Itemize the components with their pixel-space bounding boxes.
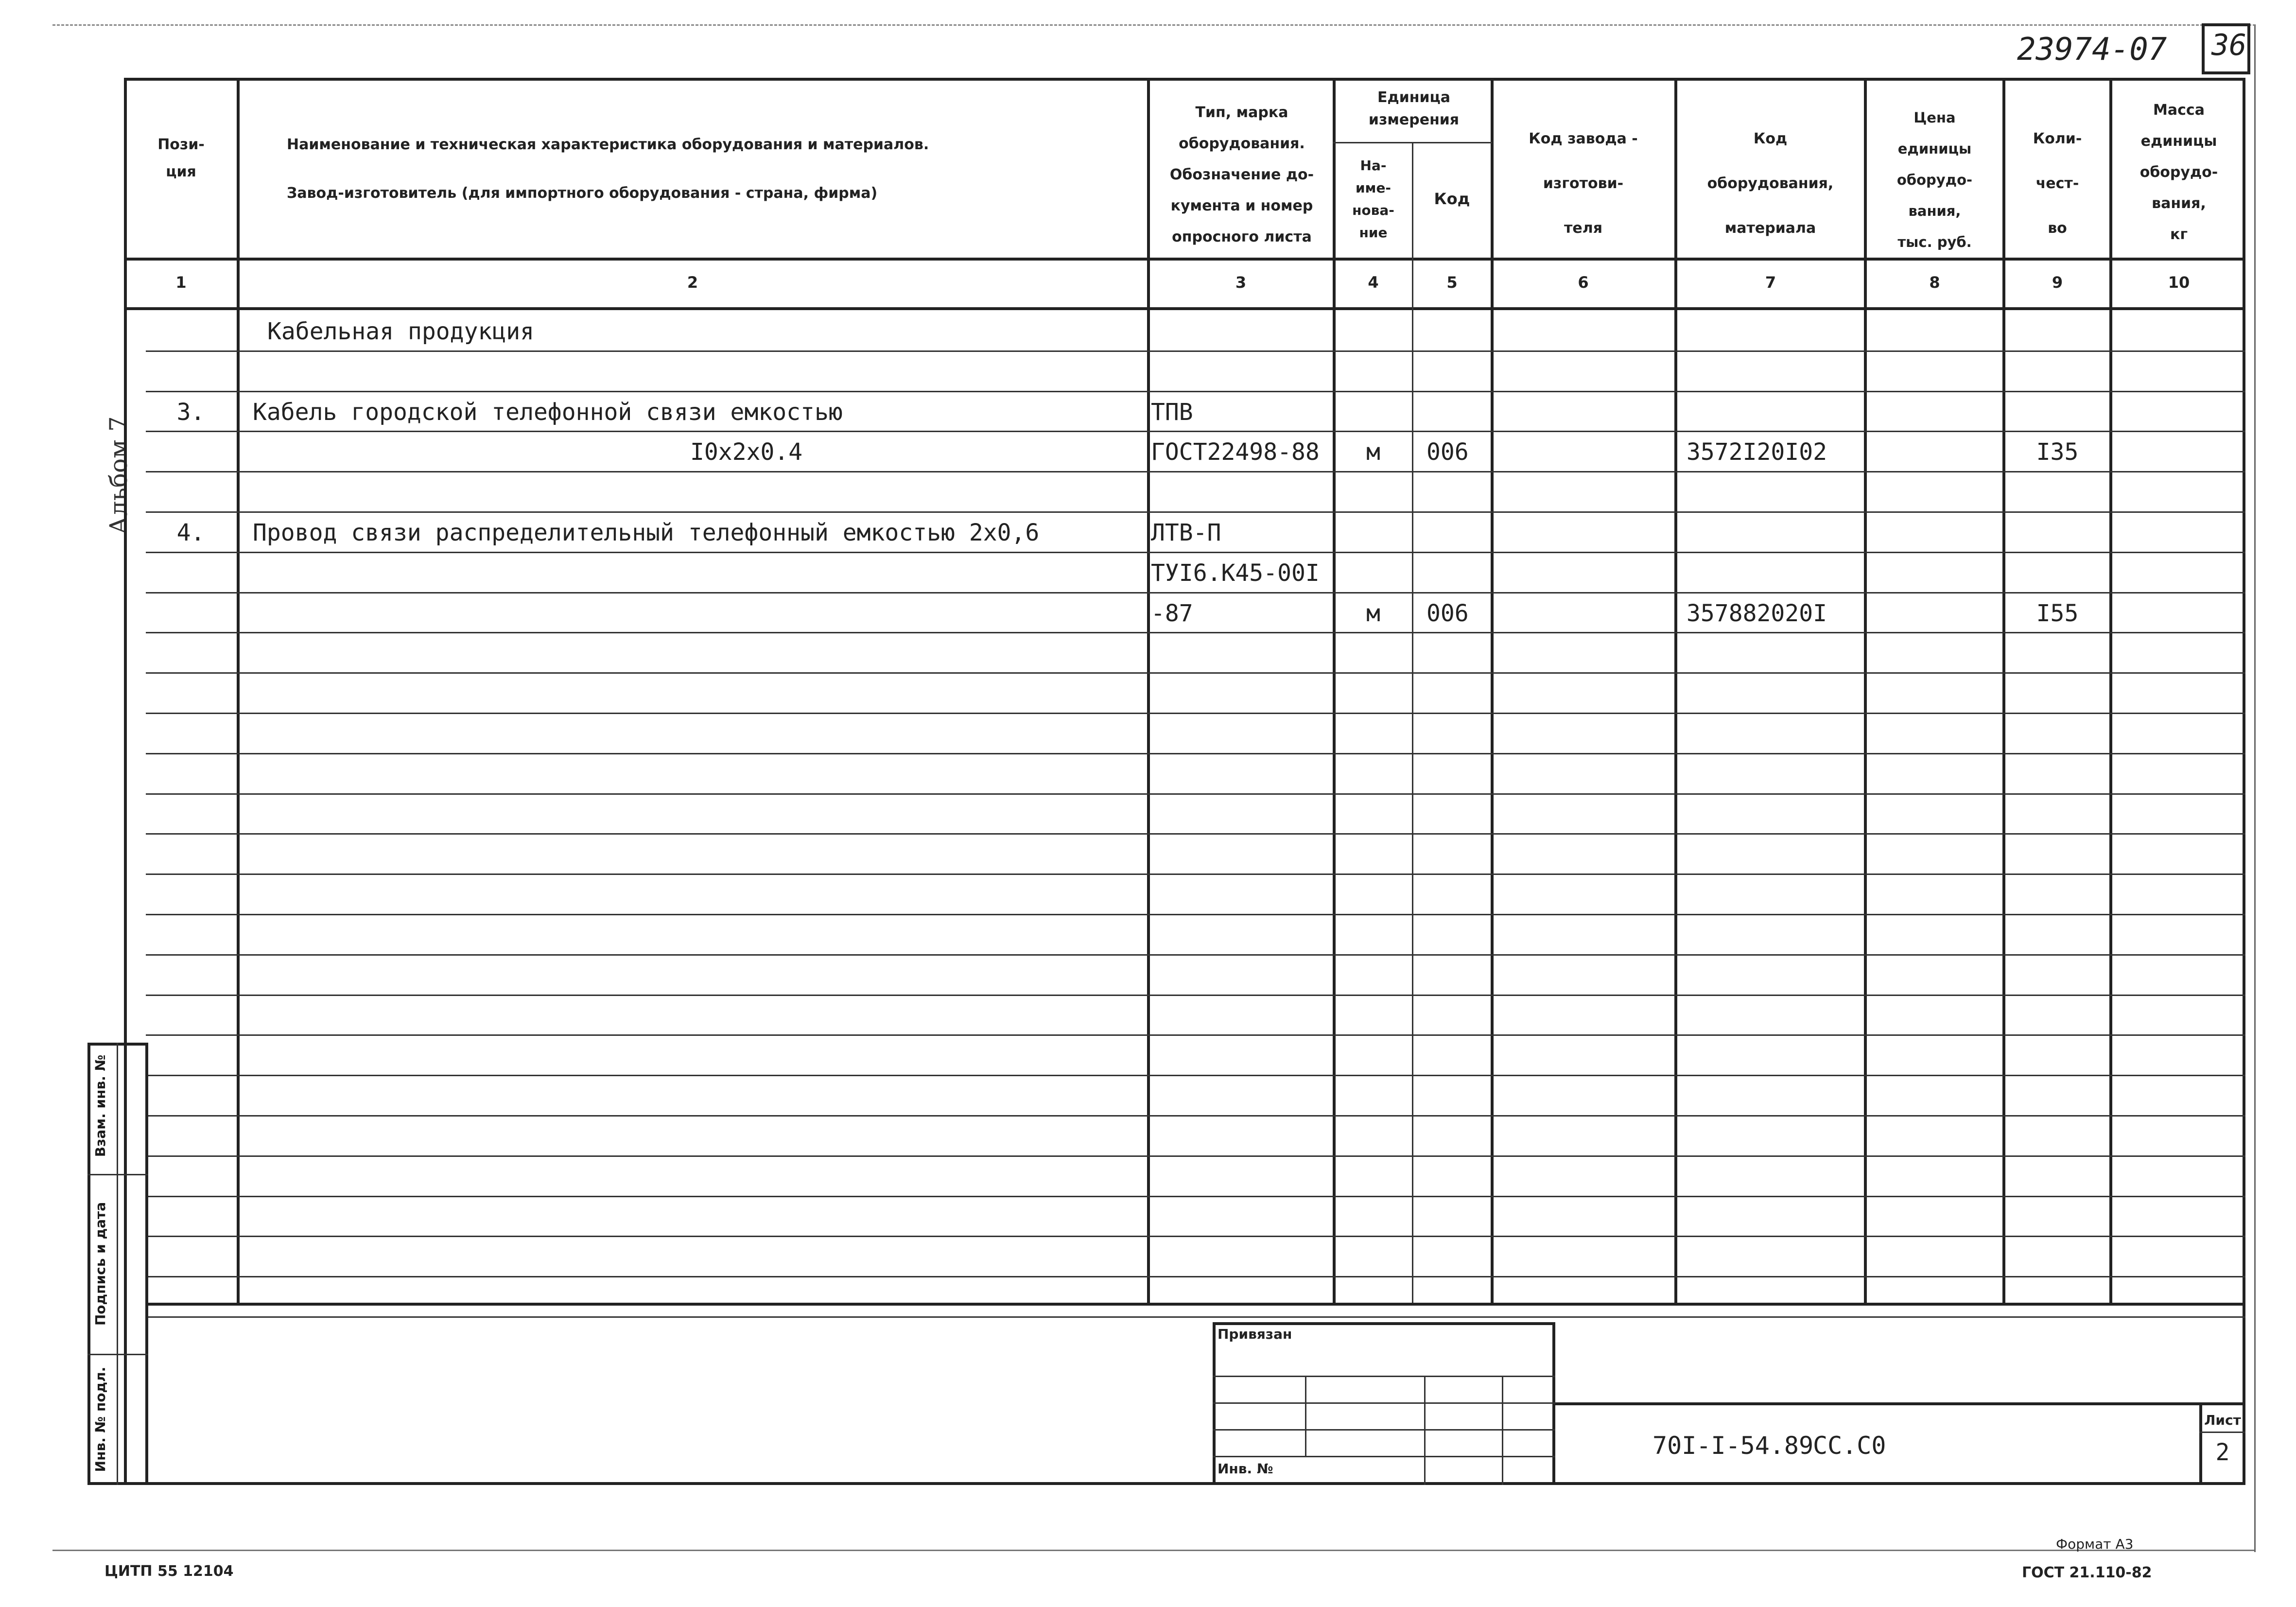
row-line	[146, 713, 2245, 714]
row-line	[146, 833, 2245, 835]
colnum-4: 4	[1368, 273, 1379, 292]
cell-pos: 3.	[176, 399, 205, 426]
row-line	[146, 914, 2245, 915]
row-line	[146, 632, 2245, 633]
row-line	[146, 793, 2245, 795]
cell-type: ГОСТ22498-88	[1151, 438, 1320, 466]
row-line	[146, 1236, 2245, 1237]
privyazan-vline-3	[1502, 1376, 1503, 1485]
inv-no-label: Инв. №	[1218, 1461, 1273, 1477]
col-header-5: Код	[1434, 190, 1470, 208]
row-line	[146, 1155, 2245, 1157]
cell-pos: 4.	[176, 519, 205, 546]
header-divider	[124, 258, 2245, 261]
row-line	[146, 1034, 2245, 1036]
cell-equip: 3572I20I02	[1687, 438, 1827, 466]
col-header-4: На- име- нова- ние	[1352, 157, 1394, 241]
row-line	[146, 1075, 2245, 1076]
row-line	[146, 552, 2245, 553]
cell-unit: м	[1366, 438, 1380, 466]
privyazan-line-4	[1213, 1456, 1555, 1457]
colnum-5: 5	[1446, 273, 1458, 292]
cell-name: Кабельная продукция	[267, 318, 535, 345]
cell-code: 006	[1426, 438, 1469, 466]
colnum-3: 3	[1235, 273, 1247, 292]
table-body-bottom	[146, 1303, 2245, 1306]
privyazan-vline-2	[1424, 1376, 1426, 1485]
list-label: Лист	[2204, 1412, 2241, 1428]
cell-type: ТУI6.К45-00I	[1151, 559, 1320, 587]
cell-name: Кабель городской телефонной связи емкостью	[253, 399, 843, 426]
colnum-7: 7	[1765, 273, 1776, 292]
album-label: Альбом 7	[104, 416, 133, 535]
sheet-corner-number: 36	[2211, 28, 2247, 62]
cell-unit: м	[1366, 600, 1380, 627]
cell-equip: 357882020I	[1687, 600, 1827, 627]
list-number: 2	[2215, 1439, 2230, 1466]
col-header-10: Масса единицы оборудо- вания, кг	[2139, 102, 2218, 243]
privyazan-label: Привязан	[1218, 1326, 1292, 1342]
col-sep-4	[1412, 143, 1413, 1305]
cell-type: ЛТВ-П	[1151, 519, 1221, 546]
row-line	[146, 391, 2245, 392]
col-header-1: Пози- ция	[157, 136, 205, 180]
cell-name: I0х2х0.4	[690, 438, 803, 466]
row-line	[146, 672, 2245, 674]
unit-subheader-line	[1333, 142, 1492, 143]
cell-code: 006	[1426, 600, 1469, 627]
footer-gost: ГОСТ 21.110-82	[2022, 1564, 2152, 1581]
colnum-9: 9	[2052, 273, 2063, 292]
designation: 70I-I-54.89	[1652, 1432, 1814, 1460]
col-header-6: Код завода - изготови- теля	[1529, 130, 1638, 237]
row-line	[146, 511, 2245, 513]
unit-group-header: Единица измерения	[1368, 89, 1460, 128]
colnum-6: 6	[1578, 273, 1589, 292]
designation-mark: СС.С0	[1813, 1432, 1886, 1460]
cell-name: Провод связи распределительный телефонный емкостью 2х0,6	[253, 519, 1040, 546]
designation-top-line	[1555, 1402, 2245, 1405]
footer-left: ЦИТП 55 12104	[104, 1563, 234, 1580]
col-sep-6	[1674, 78, 1677, 1305]
col-sep-8	[2002, 78, 2005, 1305]
cell-qty: I55	[2036, 600, 2079, 627]
row-line	[146, 1196, 2245, 1197]
colnum-10: 10	[2168, 273, 2190, 292]
col-header-2: Наименование и техническая характеристика оборудования и материалов. Завод-изготовитель (для импортного оборудования - страна, фирма)	[287, 136, 929, 202]
row-line	[146, 753, 2245, 754]
list-box-line	[2199, 1432, 2245, 1433]
cell-type: ТПВ	[1151, 399, 1193, 426]
side-stamp-podpis: Подпись и дата	[92, 1202, 108, 1326]
side-stamp-vline	[117, 1043, 118, 1485]
col-sep-9	[2109, 78, 2112, 1305]
row-line	[146, 431, 2245, 432]
cell-type: -87	[1151, 600, 1193, 627]
privyazan-line-1	[1213, 1376, 1555, 1377]
col-sep-7	[1864, 78, 1867, 1305]
col-sep-5	[1491, 78, 1494, 1305]
row-line	[146, 873, 2245, 875]
privyazan-vline-1	[1305, 1376, 1306, 1456]
row-line	[146, 350, 2245, 352]
col-header-9: Коли- чест- во	[2033, 130, 2082, 237]
privyazan-line-2	[1213, 1402, 1555, 1404]
colnum-divider	[124, 307, 2245, 310]
col-header-7: Код оборудования, материала	[1707, 130, 1834, 237]
doc-number-top: 23974-07	[2017, 32, 2167, 68]
col-header-8: Цена единицы оборудо- вания, тыс. руб.	[1896, 109, 1973, 250]
row-line	[146, 1276, 2245, 1277]
side-stamp-inv: Инв. № подл.	[92, 1366, 108, 1472]
footer-format: Формат А3	[2056, 1536, 2134, 1552]
row-line	[146, 995, 2245, 996]
privyazan-line-3	[1213, 1429, 1555, 1431]
col-sep-3	[1333, 78, 1336, 1305]
colnum-8: 8	[1929, 273, 1940, 292]
row-line	[146, 592, 2245, 594]
side-stamp-vzam: Взам. инв. №	[92, 1054, 108, 1157]
row-line	[146, 1316, 2245, 1318]
colnum-2: 2	[687, 273, 698, 292]
page-border-bottom	[52, 1550, 2254, 1551]
col-sep-2	[1147, 78, 1150, 1305]
row-line	[146, 471, 2245, 472]
row-line	[146, 954, 2245, 956]
col-sep-1	[237, 78, 240, 1305]
cell-qty: I35	[2036, 438, 2079, 466]
col-header-3: Тип, марка оборудования. Обозначение до- кумента и номер опросного листа	[1169, 104, 1314, 245]
row-line	[146, 1115, 2245, 1117]
colnum-1: 1	[175, 273, 187, 292]
